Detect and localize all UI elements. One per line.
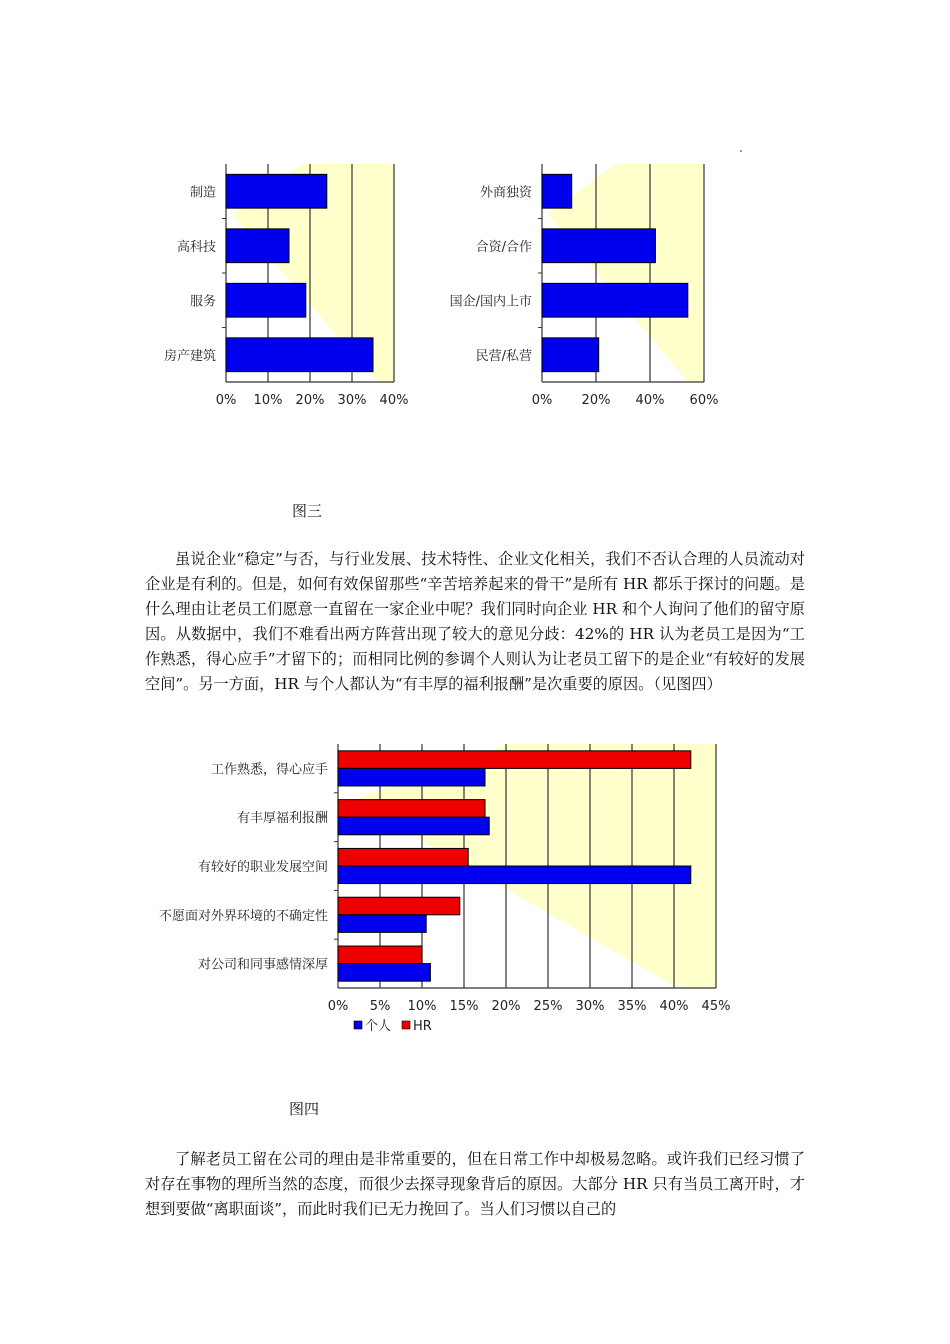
category-label: 工作熟悉，得心应手 xyxy=(210,762,328,778)
x-tick-label: 10% xyxy=(253,393,283,408)
bar xyxy=(226,174,327,208)
legend-label: 个人 xyxy=(365,1019,392,1034)
x-tick-label: 15% xyxy=(449,999,479,1014)
category-label: 合资/合作 xyxy=(475,239,532,255)
category-label: 民营/私营 xyxy=(475,348,532,364)
bar-individual xyxy=(338,817,489,835)
category-label: 房产建筑 xyxy=(163,348,216,364)
bar-hr xyxy=(338,800,485,818)
ownership-bar-chart xyxy=(430,160,730,430)
bar xyxy=(226,338,373,372)
x-tick-label: 45% xyxy=(701,999,731,1014)
category-label: 服务 xyxy=(189,294,216,310)
bar-hr xyxy=(338,946,422,964)
x-tick-label: 60% xyxy=(689,393,719,408)
x-tick-label: 35% xyxy=(617,999,647,1014)
x-tick-label: 0% xyxy=(327,999,349,1014)
x-tick-label: 0% xyxy=(215,393,237,408)
bar xyxy=(542,338,599,372)
legend-swatch xyxy=(354,1021,362,1029)
bar-hr xyxy=(338,848,468,866)
stray-dot xyxy=(740,150,742,152)
legend-swatch xyxy=(402,1021,410,1029)
category-label: 有丰厚福利报酬 xyxy=(236,811,328,827)
x-tick-label: 30% xyxy=(575,999,605,1014)
x-tick-label: 20% xyxy=(491,999,521,1014)
x-tick-label: 40% xyxy=(659,999,689,1014)
bar xyxy=(226,283,306,317)
bar xyxy=(542,229,655,263)
category-label: 不愿面对外界环境的不确定性 xyxy=(158,908,328,924)
x-tick-label: 10% xyxy=(407,999,437,1014)
x-tick-label: 25% xyxy=(533,999,563,1014)
x-tick-label: 20% xyxy=(295,393,325,408)
x-tick-label: 30% xyxy=(337,393,367,408)
x-tick-label: 0% xyxy=(531,393,553,408)
category-label: 国企/国内上市 xyxy=(449,294,532,310)
retention-reasons-bar-chart xyxy=(140,738,760,1048)
bar xyxy=(542,283,688,317)
bar-hr xyxy=(338,751,691,769)
x-tick-label: 40% xyxy=(379,393,409,408)
category-label: 有较好的职业发展空间 xyxy=(197,860,328,875)
body-paragraph-2: 了解老员工留在公司的理由是非常重要的，但在日常工作中却极易忽略。或许我们已经习惯了对存在事物的理所当然的态度，而很少去探寻现象背后的原因。大部分 HR 只有当员工离开时，才想到要做“离职面谈”，而此时我们已无力挽回了。当人们习惯以自己的 xyxy=(145,1150,805,1218)
body-paragraph-1: 虽说企业“稳定”与否，与行业发展、技术特性、企业文化相关，我们不否认合理的人员流动对企业是有利的。但是，如何有效保留那些“辛苦培养起来的骨干”是所有 HR 都乐于探讨的问题。是什么理由让老员工们愿意一直留在一家企业中呢？我们同时向企业 HR 和个人询问了他们的留守原因。从数据中，我们不难看出两方阵营出现了较大的意见分歧：42%的 HR 认为老员工是因为“工作熟悉，得心应手”才留下的；而相同比例的参调个人则认为让老员工留下的是企业“有较好的发展空间”。另一方面，HR 与个人都认为“有丰厚的福利报酬”是次重要的原因。（见图四） xyxy=(145,550,805,693)
category-label: 对公司和同事感情深厚 xyxy=(197,957,328,973)
bar-individual xyxy=(338,915,426,933)
category-label: 外商独资 xyxy=(479,185,532,201)
figure-3-caption: 图三 xyxy=(292,502,323,520)
bar-individual xyxy=(338,964,430,982)
x-tick-label: 40% xyxy=(635,393,665,408)
x-tick-label: 20% xyxy=(581,393,611,408)
category-label: 高科技 xyxy=(176,239,216,255)
x-tick-label: 5% xyxy=(369,999,391,1014)
legend-label: HR xyxy=(413,1019,432,1034)
bar-individual xyxy=(338,768,485,786)
figure-4-caption: 图四 xyxy=(289,1100,320,1118)
bar xyxy=(226,229,289,263)
industry-bar-chart xyxy=(150,160,420,430)
bar-hr xyxy=(338,897,460,915)
category-label: 制造 xyxy=(189,185,216,201)
bar-individual xyxy=(338,866,691,884)
bar xyxy=(542,174,572,208)
